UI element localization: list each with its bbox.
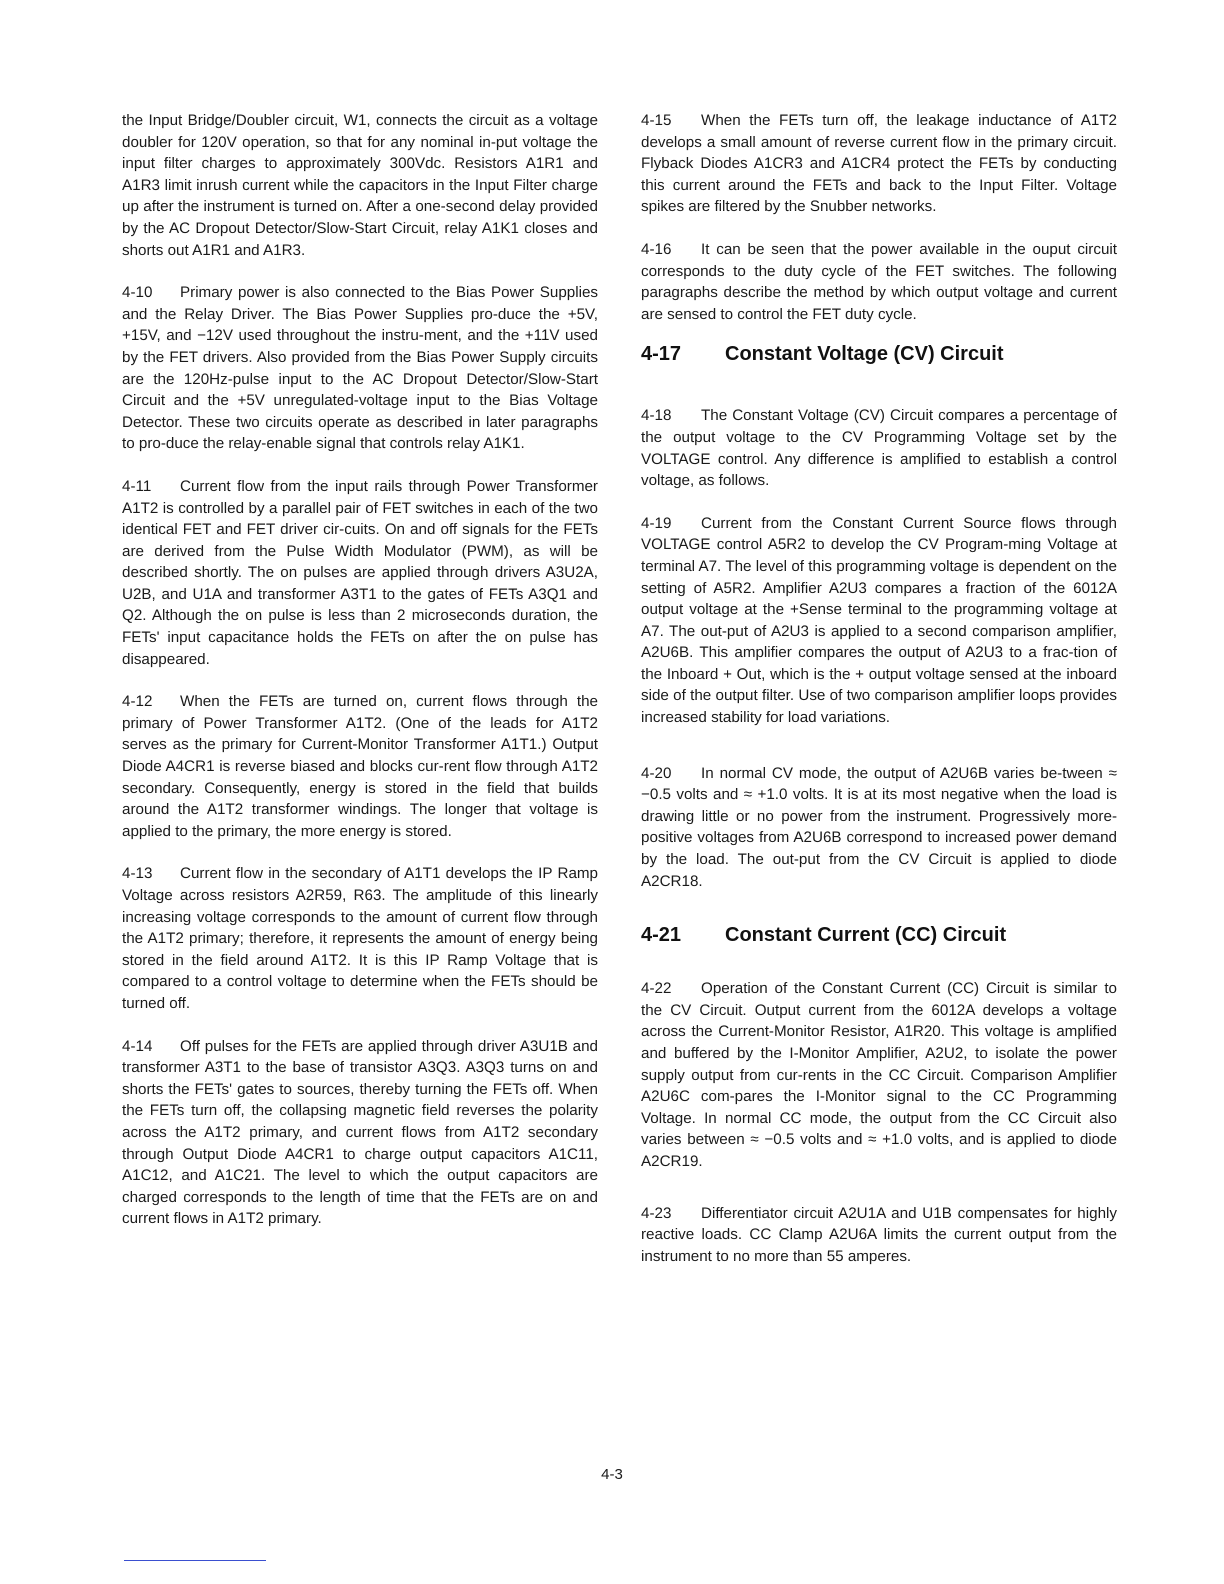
right-column — [641, 110, 1117, 1267]
paragraph-number: 4-10 — [122, 284, 153, 302]
section-title: Constant Voltage (CV) Circuit — [725, 343, 1004, 366]
paragraph-number: 4-22 — [641, 980, 672, 998]
paragraph-number: 4-18 — [641, 407, 672, 425]
paragraph-text: Current from the Constant Current Source flows through VOLTAGE control A5R2 to develop the CV Program-ming Voltage at terminal A7. The level of this programming voltage is dependent on the setting of A5R2. Amplifier A2U3 compares a fraction of the 6012A output voltage at the +Sense terminal to the programming voltage at A7. The out-put of A2U3 is applied to a second comparison amplifier, A2U6B. This amplifier compares the output of A2U3 to a frac-tion of the Inboard + Out, which is the + output voltage sensed at the inboard side of the output filter. Use of two comparison amplifier loops provides increased stability for load variations. — [641, 514, 1117, 727]
paragraph-number: 4-14 — [122, 1037, 153, 1055]
paragraph-4-13 — [122, 863, 598, 1014]
paragraph-text: It can be seen that the power available in the ouput circuit corresponds to the duty cycle of the FET switches. The following paragraphs describe the method by which output voltage and current are sensed to control the FET duty cycle. — [641, 240, 1117, 323]
paragraph-text: The Constant Voltage (CV) Circuit compares a percentage of the output voltage to the CV Programming Voltage set by the VOLTAGE control. Any difference is amplified to establish a control voltage, as follows. — [641, 407, 1117, 490]
paragraph-4-15 — [641, 110, 1117, 218]
paragraph-4-11 — [122, 476, 598, 670]
paragraph-text: Current flow from the input rails through Power Transformer A1T2 is controlled by a parallel pair of FET switches in each of the two identical FET and FET driver cir-cuits. On and off signals for the FETs are derived from the Pulse Width Modulator (PWM), as will be described shortly. The on pulses are applied through drivers A3U2A, U2B, and U1A and transformer A3T1 to the gates of FETs A3Q1 and Q2. Although the on pulse is less than 2 microseconds duration, the FETs' input capacitance holds the FETs on after the on pulse has disappeared. — [122, 477, 598, 668]
paragraph-4-18 — [641, 405, 1117, 491]
footer-rule — [124, 1560, 266, 1561]
section-heading-cc — [641, 922, 1117, 948]
section-title: Constant Current (CC) Circuit — [725, 924, 1007, 947]
left-column — [122, 110, 598, 1230]
paragraph-text: Operation of the Constant Current (CC) Circuit is similar to the CV Circuit. Output current from the 6012A develops a voltage across the Current-Monitor Resistor, A1R20. This voltage is amplified and buffered by the I-Monitor Amplifier, A2U2, to isolate the power supply output from cur-rents in the CC Circuit. Comparison Amplifier A2U6C com-pares the I-Monitor signal to the CC Programming Voltage. In normal CC mode, the output from the CC Circuit also varies between ≈ −0.5 volts and ≈ +1.0 volts, and is applied to diode A2CR19. — [641, 980, 1117, 1170]
section-number: 4-21 — [641, 924, 682, 947]
paragraph-number: 4-12 — [122, 693, 153, 711]
paragraph-4-12 — [122, 691, 598, 842]
paragraph-4-10 — [122, 282, 598, 455]
paragraph-text: When the FETs turn off, the leakage inductance of A1T2 develops a small amount of reverse current flow in the primary circuit. Flyback Diodes A1CR3 and A1CR4 protect the FETs by conducting this current around the FETs and back to the Input Filter. Voltage spikes are filtered by the Snubber networks. — [641, 112, 1117, 216]
paragraph-number: 4-20 — [641, 764, 672, 782]
paragraph-text: Current flow in the secondary of A1T1 develops the IP Ramp Voltage across resistors A2R59, R63. The amplitude of this linearly increasing voltage corresponds to the amount of current flow through the A1T2 primary; therefore, it represents the amount of energy being stored in the field around A1T2. It is this IP Ramp Voltage that is compared to a control voltage to determine when the FETs should be turned off. — [122, 865, 598, 1012]
paragraph-4-14 — [122, 1036, 598, 1230]
paragraph-4-20 — [641, 763, 1117, 893]
paragraph-text: When the FETs are turned on, current flows through the primary of Power Transformer A1T2. (One of the leads for A1T2 serves as the primary for Current-Monitor Transformer A1T1.) Output Diode A4CR1 is reverse biased and blocks cur-rent flow through A1T2 secondary. Consequently, energy is stored in the field that builds around the A1T2 transformer windings. The longer that voltage is applied to the primary, the more energy is stored. — [122, 693, 598, 840]
paragraph-number: 4-19 — [641, 514, 672, 532]
paragraph-number: 4-23 — [641, 1204, 672, 1222]
paragraph-text: Differentiator circuit A2U1A and U1B compensates for highly reactive loads. CC Clamp A2U6A limits the current output from the instrument to no more than 55 amperes. — [641, 1204, 1117, 1265]
paragraph-4-22 — [641, 978, 1117, 1172]
paragraph-text: the Input Bridge/Doubler circuit, W1, connects the circuit as a voltage doubler for 120V operation, so that for any nominal in-put voltage the input filter charges to approximately 300Vdc. Resistors A1R1 and A1R3 limit inrush current while the capacitors in the Input Filter charge up after the instrument is turned on. After a one-second delay provided by the AC Dropout Detector/Slow-Start Circuit, relay A1K1 closes and shorts out A1R1 and A1R3. — [122, 112, 598, 259]
paragraph-continued — [122, 110, 598, 261]
paragraph-text: Primary power is also connected to the Bias Power Supplies and the Relay Driver. The Bias Power Supplies pro-duce the +5V, +15V, and −12V used throughout the instru-ment, and the +11V used by the FET drivers. Also provided from the Bias Power Supply circuits are the 120Hz-pulse input to the AC Dropout Detector/Slow-Start Circuit and the +5V unregulated-voltage input to the Bias Voltage Detector. These two circuits operate as described in later paragraphs to pro-duce the relay-enable signal that controls relay A1K1. — [122, 284, 598, 453]
paragraph-number: 4-16 — [641, 240, 672, 258]
section-number: 4-17 — [641, 343, 682, 366]
paragraph-number: 4-13 — [122, 865, 153, 883]
page-number: 4-3 — [601, 1466, 623, 1483]
paragraph-4-16 — [641, 239, 1117, 325]
paragraph-number: 4-11 — [122, 477, 152, 495]
section-heading-cv — [641, 341, 1117, 367]
paragraph-4-19 — [641, 513, 1117, 729]
paragraph-text: Off pulses for the FETs are applied through driver A3U1B and transformer A3T1 to the base of transistor A3Q3. A3Q3 turns on and shorts the FETs' gates to sources, thereby turning the FETs off. When the FETs turn off, the collapsing magnetic field reverses the polarity across the A1T2 primary, and current flows from A1T2 secondary through Output Diode A4CR1 to charge output capacitors A1C11, A1C12, and A1C21. The level to which the output capacitors are charged corresponds to the length of time that the FETs are on and current flows in A1T2 primary. — [122, 1037, 598, 1228]
paragraph-number: 4-15 — [641, 112, 672, 129]
paragraph-4-23 — [641, 1203, 1117, 1268]
paragraph-text: In normal CV mode, the output of A2U6B varies be-tween ≈ −0.5 volts and ≈ +1.0 volts. It is at its most negative when the load is drawing little or no power from the instrument. Progressively more-positive voltages from A2U6B correspond to increased power demand by the load. The out-put from the CV Circuit is applied to diode A2CR18. — [641, 764, 1117, 890]
